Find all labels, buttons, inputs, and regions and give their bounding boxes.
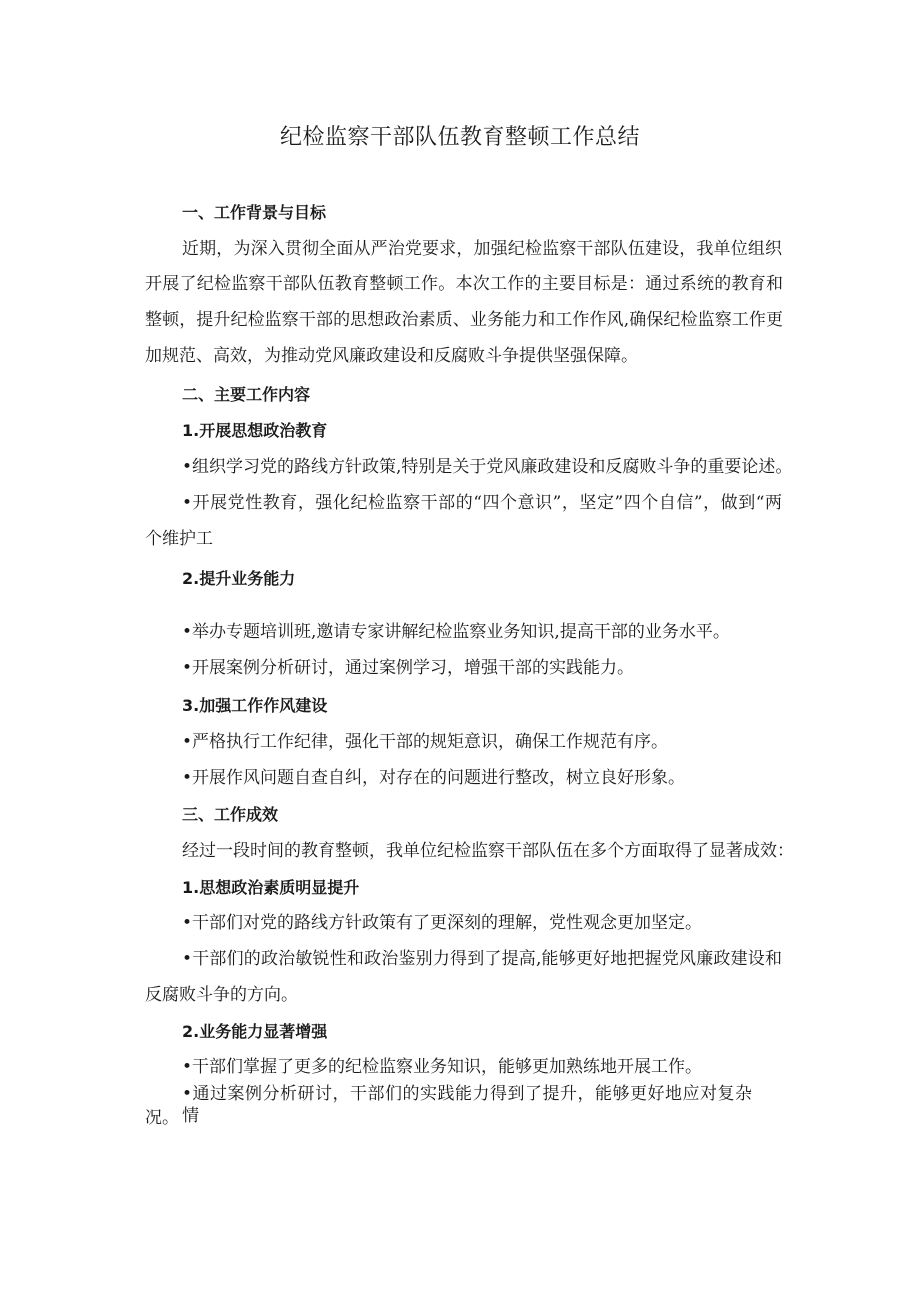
- bullet-item: •通过案例分析研讨，干部们的实践能力得到了提升，能够更好地应对复杂情: [182, 1084, 752, 1126]
- section-heading-results: 三、工作成效: [182, 805, 279, 824]
- paragraph-line: 整顿，提升纪检监察干部的思想政治素质、业务能力和工作作风,确保纪检监察工作更: [145, 310, 783, 330]
- bullet-item: •干部们的政治敏锐性和政治鉴别力得到了提高,能够更好地把握党风廉政建设和: [182, 949, 782, 969]
- bullet-item-continuation: 个维护工: [145, 529, 213, 549]
- paragraph-line: 近期，为深入贯彻全面从严治党要求，加强纪检监察干部队伍建设，我单位组织: [182, 239, 782, 259]
- document-title: 纪检监察干部队伍教育整顿工作总结: [279, 125, 640, 150]
- bullet-item: •严格执行工作纪律，强化干部的规矩意识，确保工作规范有序。: [182, 732, 669, 752]
- subsection-heading: 2.提升业务能力: [182, 569, 296, 588]
- subsection-heading: 2.业务能力显著增强: [182, 1022, 328, 1041]
- bullet-item: •开展案例分析研讨，通过案例学习，增强干部的实践能力。: [182, 658, 635, 678]
- bullet-item: •干部们掌握了更多的纪检监察业务知识，能够更加熟练地开展工作。: [182, 1057, 703, 1077]
- bullet-item: •组织学习党的路线方针政策,特别是关于党风廉政建设和反腐败斗争的重要论述。: [182, 457, 793, 477]
- bullet-item: •干部们对党的路线方针政策有了更深刻的理解，党性观念更加坚定。: [182, 913, 703, 933]
- paragraph-line: 开展了纪检监察干部队伍教育整顿工作。本次工作的主要目标是：通过系统的教育和: [145, 274, 783, 294]
- bullet-item: •开展作风问题自查自纠，对存在的问题进行整改，树立良好形象。: [182, 768, 686, 788]
- section-heading-content: 二、主要工作内容: [182, 385, 311, 404]
- paragraph-line: 经过一段时间的教育整顿，我单位纪检监察干部队伍在多个方面取得了显著成效：: [182, 841, 794, 861]
- subsection-heading: 1.开展思想政治教育: [182, 421, 328, 440]
- bullet-item: •开展党性教育，强化纪检监察干部的“四个意识”，坚定”四个自信”，做到“两: [182, 493, 782, 513]
- bullet-item-continuation: 况。: [145, 1108, 179, 1128]
- bullet-item: •举办专题培训班,邀请专家讲解纪检监察业务知识,提高干部的业务水平。: [182, 622, 730, 642]
- subsection-heading: 1.思想政治素质明显提升: [182, 878, 360, 897]
- paragraph-line: 加规范、高效，为推动党风廉政建设和反腐败斗争提供坚强保障。: [145, 346, 638, 366]
- section-heading-background: 一、工作背景与目标: [182, 203, 327, 222]
- bullet-item-continuation: 反腐败斗争的方向。: [145, 985, 298, 1005]
- subsection-heading: 3.加强工作作风建设: [182, 696, 328, 715]
